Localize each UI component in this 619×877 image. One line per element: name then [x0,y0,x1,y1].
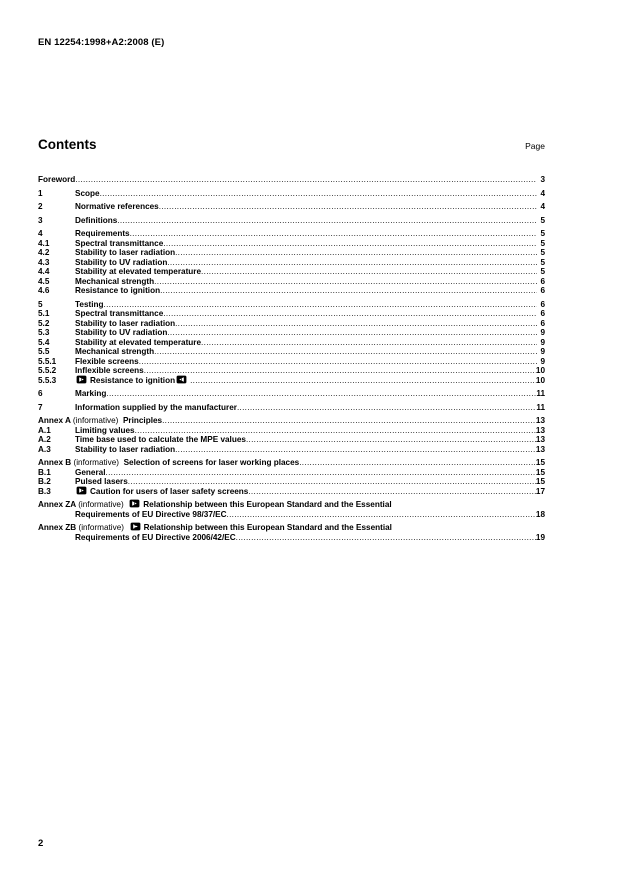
toc-entry-body [75,229,545,239]
toc-entry-title-wrap [38,175,75,185]
toc-entry-title-wrap [75,389,106,399]
toc-entry-page: 10 [535,375,545,385]
toc-entry-number: 4 [38,229,43,238]
toc-entry-title: Marking [75,389,107,398]
toc-entry-body [75,239,545,249]
toc-entry-body [75,426,545,436]
toc-entry-title: Selection of screens for laser working places [123,458,300,467]
toc-entry-title: Stability to laser radiation [75,444,176,454]
toc-entry[interactable] [38,300,545,310]
toc-entry-title: Stability to UV radiation [75,328,168,337]
toc-entry[interactable] [38,523,545,542]
toc-entry-title-line [75,357,545,367]
toc-entry-title-line [75,202,545,212]
toc-entry-title-wrap [75,267,201,277]
toc-entry-number: 5.1 [38,309,50,318]
toc-entry-number: 6 [38,389,43,398]
toc-entry-title-wrap [75,189,100,199]
dot-leader [163,309,537,319]
dot-leader [100,189,537,199]
toc-entry-title-line [38,499,545,510]
toc-entry-title-wrap [75,309,163,319]
toc-entry-number: 1 [38,188,43,198]
toc-entry-title-line [75,389,545,399]
toc-entry-page: 10 [535,366,545,375]
toc-entry-page: 18 [535,509,545,519]
toc-entry-number: 5.5.2 [38,366,57,375]
toc-entry-number: 4.1 [38,238,50,248]
toc-entry-title: Spectral transmittance [75,238,164,248]
toc-entry-title: Stability to laser radiation [75,248,176,257]
dot-leader [227,510,536,520]
dot-leader [154,347,537,357]
toc-entry-page: 6 [540,276,545,286]
toc-entry-title: Relationship between this European Standard and the Essential [143,523,392,532]
dot-leader [201,267,537,277]
toc-entry-body [38,458,545,468]
amendment-start-icon [76,375,87,384]
toc-entry-number: 2 [38,202,43,211]
toc-entry-number: 5.4 [38,337,50,347]
toc-entry[interactable] [38,435,545,445]
toc-entry-title-wrap [75,216,117,226]
toc-entry-body [75,267,545,277]
dot-leader [236,533,536,543]
dot-leader [248,487,536,497]
toc-entry-page: 5 [540,238,545,248]
toc-entry-title-wrap [75,258,167,268]
toc-entry-title-line [75,347,545,357]
toc-entry-title-line [75,309,545,319]
toc-entry-title-line [75,239,545,249]
toc-entry-number: 5.2 [38,318,50,328]
toc-entry[interactable] [38,286,545,296]
dot-leader [167,328,537,338]
page-number: 2 [38,838,44,849]
toc-entry-number: 5.5 [38,347,50,356]
dot-leader [154,277,537,287]
dot-leader [75,175,537,185]
annex-informative-label: (informative) [73,458,119,467]
toc-entry-number: B.3 [38,486,51,496]
toc-entry-title-line [75,267,545,277]
toc-entry-title: Stability at elevated temperature [75,267,202,276]
dot-leader [299,458,536,468]
dot-leader [160,286,537,296]
toc-entry-title-line [38,416,545,426]
annex-label: Annex B [38,458,72,467]
toc-entry-page: 6 [540,299,545,309]
dot-leader [135,426,536,436]
toc-entry-page: 13 [535,435,545,444]
toc-entry-title-wrap [75,248,175,258]
toc-entry[interactable] [38,239,545,249]
toc-entry-body [75,309,545,319]
toc-entry-title: Limiting values [75,425,135,435]
toc-entry-title: Pulsed lasers [75,477,128,486]
document-header: EN 12254:1998+A2:2008 (E) [38,37,165,48]
toc-entry[interactable] [38,309,545,319]
toc-entry-body [75,248,545,258]
toc-entry[interactable] [38,347,545,357]
toc-entry[interactable] [38,487,545,497]
toc-entry-body [75,347,545,357]
toc-entry[interactable] [38,258,545,268]
toc-entry[interactable] [38,426,545,436]
toc-entry-number: 7 [38,402,43,412]
toc-entry-title-line [75,300,545,310]
toc-entry-body [75,338,545,348]
toc-entry-title-line [75,277,545,287]
toc-entry-title: Caution for users of laser safety screens [90,486,249,496]
toc-entry[interactable] [38,468,545,478]
toc-entry-body [38,416,545,426]
toc-entry-title-line [75,426,545,436]
dot-leader [201,338,537,348]
toc-entry-title: Resistance to ignition [75,286,161,295]
toc-entry-title: Definitions [75,215,118,225]
toc-entry-title: Information supplied by the manufacturer [75,402,237,412]
toc-entry-title: Testing [75,299,104,309]
toc-group [38,416,545,454]
toc-entry[interactable] [38,202,545,212]
toc-entry-page: 9 [540,328,545,337]
toc-entry-title-wrap [75,468,106,478]
toc-entry-body [75,435,545,445]
toc-entry-title-line [75,328,545,338]
toc-entry-page: 9 [540,347,545,356]
toc-entry-body [75,445,545,455]
toc-entry-number: 5.5.1 [38,356,57,366]
toc-entry-body [75,277,545,287]
toc-entry-number: B.1 [38,467,51,477]
toc-entry-body [75,328,545,338]
toc-group [38,389,545,399]
toc-entry-number: 5 [38,299,43,309]
toc-group [38,300,545,386]
dot-leader [175,248,537,258]
toc-entry-body [75,389,545,399]
toc-entry-page: 5 [540,215,545,225]
toc-entry-page: 9 [540,337,545,347]
toc-entry-title-wrap [75,319,175,329]
toc-entry-title: Stability to UV radiation [75,257,168,267]
toc-entry-title-wrap [75,445,175,455]
dot-leader [237,403,536,413]
annex-informative-label: (informative) [78,500,124,509]
toc-entry-page: 5 [540,229,545,238]
toc-entry-number: 4.3 [38,257,50,267]
amendment-start-icon [129,499,140,508]
toc-group [38,500,545,519]
toc-entry-page: 3 [540,175,545,184]
amendment-end-icon [176,375,187,384]
toc-entry-page: 13 [535,444,545,454]
toc-entry-title-wrap [75,286,160,296]
toc-entry-number: 4.4 [38,267,50,276]
amendment-start-icon [76,486,87,495]
toc-entry-title-line [75,189,545,199]
toc-entry-title-wrap [75,347,154,357]
dot-leader [117,216,537,226]
toc-entry-title: Resistance to ignition [90,375,176,385]
toc-entry-body [38,522,545,542]
toc-entry[interactable] [38,328,545,338]
toc-entry[interactable] [38,357,545,367]
dot-leader [162,416,536,426]
toc-entry[interactable] [38,338,545,348]
toc-entry-title: Stability at elevated temperature [75,337,202,347]
toc-entry[interactable] [38,229,545,239]
toc-entry-title: Inflexible screens [75,366,144,375]
toc-entry-body [75,468,545,478]
dot-leader [175,445,536,455]
toc-entry[interactable] [38,403,545,413]
toc-group [38,523,545,542]
toc-entry-page: 4 [540,188,545,198]
toc-entry-title: Spectral transmittance [75,309,164,318]
toc-entry[interactable] [38,216,545,226]
toc-entry-title-line [75,403,545,413]
toc-entry-page: 6 [540,286,545,295]
toc-entry-body [75,202,545,212]
toc-entry-body [75,286,545,296]
toc-entry-number: 4.6 [38,286,50,295]
toc-entry-title-line [75,216,545,226]
toc-entry-title: Time base used to calculate the MPE values [75,435,246,444]
toc-entry-page: 13 [535,425,545,435]
dot-leader [163,239,537,249]
toc-entry-title-line [38,175,545,185]
dot-leader [159,202,537,212]
toc-entry-title-line [75,435,545,445]
dot-leader [104,300,537,310]
dot-leader [246,435,536,445]
toc-entry-number: A.1 [38,425,51,435]
toc-entry-title: Normative references [75,202,159,211]
annex-label: Annex ZB [38,523,77,532]
toc-entry-title-wrap [38,416,162,426]
toc-entry-title-line [75,258,545,268]
toc-entry-title-wrap [75,486,248,497]
dot-leader [167,258,537,268]
toc-entry-body [38,499,545,519]
toc-entry-number: 5.5.3 [38,375,57,385]
toc-entry[interactable] [38,416,545,426]
toc-entry-page: 6 [540,309,545,318]
toc-entry-title-continued: Requirements of EU Directive 98/37/EC [75,509,227,519]
toc-entry-page: 4 [540,202,545,211]
toc-entry-title: Principles [122,416,163,425]
annex-label: Annex ZA [38,500,76,509]
toc-entry-title-line [75,338,545,348]
toc-entry-number: 5.3 [38,328,50,337]
toc-entry-page: 17 [535,486,545,496]
toc-entry-page: 11 [536,389,545,398]
toc-entry-title-line [38,533,545,543]
toc-entry-page: 15 [535,477,545,486]
toc-entry-body [75,403,545,413]
dot-leader [106,389,536,399]
toc-entry-title-line [75,468,545,478]
annex-informative-label: (informative) [72,416,119,425]
page-column-label: Page [525,141,545,151]
toc-entry-body [75,357,545,367]
dot-leader [130,229,537,239]
toc-entry-title-wrap [75,328,167,338]
toc-entry[interactable] [38,189,545,199]
toc-entry[interactable] [38,376,545,386]
toc-entry-number: 4.5 [38,276,50,286]
toc-entry-body [75,486,545,497]
toc-group [38,458,545,496]
toc-entry-title-wrap [75,202,159,212]
toc-entry-title: Mechanical strength [75,276,155,286]
toc-entry-title-line [75,445,545,455]
annex-informative-label: (informative) [78,523,124,532]
toc-entry-title-wrap [75,239,163,249]
toc-entry-number: A.3 [38,444,51,454]
toc-entry-title-wrap [75,229,130,239]
toc-entry-title-line [75,375,545,386]
toc-entry-title-line [38,458,545,468]
toc-entry-title-continued: Requirements of EU Directive 2006/42/EC [75,532,236,542]
toc-entry-body [75,189,545,199]
toc-entry-body [75,375,545,386]
toc-entry-title: Foreword [38,175,76,184]
toc-entry-title-wrap [75,435,246,445]
toc-entry[interactable] [38,175,545,185]
toc-entry-body [75,258,545,268]
toc-entry[interactable] [38,458,545,468]
toc-entry-title: Requirements [75,229,130,238]
toc-entry[interactable] [38,277,545,287]
toc-entry-title-line [75,319,545,329]
toc-group [38,202,545,212]
annex-label: Annex A [38,416,71,425]
toc-entry-title-wrap [75,300,104,310]
toc-entry-title-wrap [75,357,139,367]
toc-entry-body [75,216,545,226]
toc-entry-page: 11 [536,402,545,412]
toc-entry-page: 15 [535,467,545,477]
toc-entry[interactable] [38,445,545,455]
toc-entry-title-line [75,229,545,239]
toc-entry-page: 5 [540,248,545,257]
toc-group [38,216,545,226]
toc-entry-title: General [75,467,106,477]
toc-group [38,189,545,199]
toc-entry-number: 3 [38,215,43,225]
toc-entry-title-line [38,522,545,533]
toc-entry-title-wrap [75,277,154,287]
toc-entry-title-wrap [75,375,190,386]
toc-entry-title-line [75,486,545,497]
toc-entry-title: Relationship between this European Standard and the Essential [143,500,392,509]
toc-entry-title-wrap [75,426,135,436]
toc-entry-title: Flexible screens [75,356,139,366]
toc-entry-title-line [38,510,545,520]
toc-entry[interactable] [38,319,545,329]
toc-entry-page: 15 [535,458,545,467]
toc-entry-page: 9 [540,356,545,366]
toc-entry[interactable] [38,500,545,519]
toc-entry-title: Scope [75,188,100,198]
toc-entry-page: 6 [540,318,545,328]
toc-entry-body [38,175,545,185]
toc-entry-body [75,319,545,329]
table-of-contents [38,175,545,546]
toc-entry-page: 19 [535,532,545,542]
toc-entry-title: Mechanical strength [75,347,155,356]
toc-entry-title-line [75,248,545,258]
dot-leader [175,319,537,329]
toc-entry-title: Stability to laser radiation [75,318,176,328]
toc-entry-body [75,300,545,310]
toc-entry-number: 4.2 [38,248,50,257]
toc-entry[interactable] [38,267,545,277]
toc-entry-page: 5 [540,267,545,276]
amendment-start-icon [130,522,141,531]
toc-entry-title-wrap [75,338,201,348]
toc-entry-title-wrap [75,403,237,413]
toc-group [38,175,545,185]
dot-leader [139,357,537,367]
toc-entry[interactable] [38,389,545,399]
toc-entry-page: 5 [540,257,545,267]
toc-group [38,229,545,296]
toc-entry[interactable] [38,248,545,258]
toc-entry-page: 13 [535,416,545,425]
toc-entry-number: A.2 [38,435,51,444]
toc-entry-title-line [75,286,545,296]
contents-heading: Contents [38,137,97,152]
dot-leader [106,468,536,478]
toc-entry-title-wrap [38,458,299,468]
dot-leader [190,376,536,386]
toc-entry-number: B.2 [38,477,51,486]
toc-group [38,403,545,413]
